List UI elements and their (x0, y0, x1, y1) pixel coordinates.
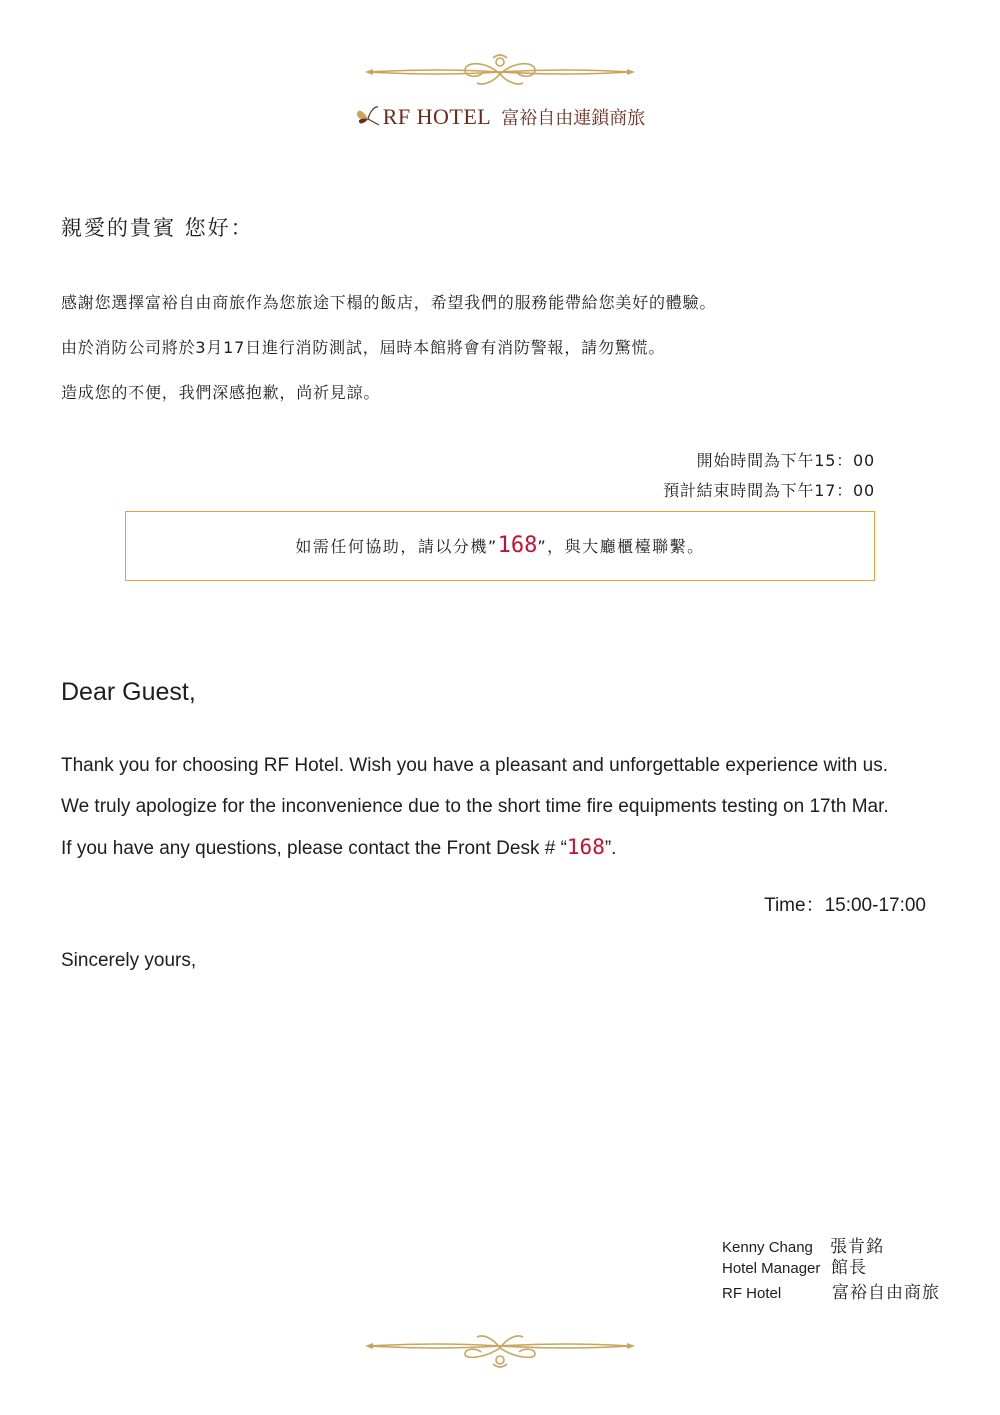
bottom-ornament-divider (365, 1330, 635, 1370)
hotel-brand (0, 104, 1000, 130)
zh-start-time: 開始時間為下午15：00 (696, 451, 875, 470)
manager-name-zh: 張肯銘 (830, 1237, 884, 1257)
extension-number: 168 (497, 533, 538, 558)
brand-name-en: RF HOTEL (382, 104, 492, 129)
brand-name-zh: 富裕自由連鎖商旅 (501, 108, 646, 129)
notice-text-before: 如需任何協助，請以分機” (295, 537, 498, 556)
hotel-name-zh: 富裕自由商旅 (832, 1283, 940, 1303)
en-contact-text-before: If you have any questions, please contact the Front Desk # “ (61, 838, 567, 859)
en-paragraph-apology: We truly apologize for the inconvenience due to the short time fire equipments testing on 17th Mar. (61, 796, 889, 817)
hotel-name-en: RF Hotel (722, 1285, 782, 1302)
signature-block (722, 1237, 940, 1304)
zh-paragraph-apology: 造成您的不便，我們深感抱歉，尚祈見諒。 (61, 383, 381, 402)
signature-name-row (722, 1237, 940, 1258)
signature-title-row (722, 1258, 940, 1279)
zh-greeting: 親愛的貴賓 您好： (61, 216, 254, 240)
en-paragraph-thanks: Thank you for choosing RF Hotel. Wish you have a pleasant and unforgettable experience with us. (61, 755, 888, 776)
closing-line: Sincerely yours, (61, 950, 197, 971)
signature-org-row (722, 1283, 940, 1304)
en-greeting: Dear Guest, (61, 678, 196, 706)
butterfly-icon (355, 105, 381, 129)
manager-name-en: Kenny Chang (722, 1239, 813, 1256)
en-contact-text-after: ”. (604, 838, 617, 859)
en-time-range: Time：15:00-17:00 (764, 895, 926, 916)
top-ornament-divider (365, 50, 635, 90)
manager-title-zh: 館長 (831, 1258, 867, 1278)
contact-notice-box (125, 511, 875, 581)
zh-paragraph-fire-test: 由於消防公司將於3月17日進行消防測試，屆時本館將會有消防警報，請勿驚慌。 (61, 338, 666, 357)
en-paragraph-contact (61, 835, 616, 860)
en-extension-number: 168 (566, 835, 605, 859)
zh-end-time: 預計結束時間為下午17：00 (663, 481, 875, 500)
zh-paragraph-thanks: 感謝您選擇富裕自由商旅作為您旅途下榻的飯店，希望我們的服務能帶給您美好的體驗。 (61, 293, 717, 312)
notice-text-after: ”，與大廳櫃檯聯繫。 (537, 537, 705, 556)
manager-title-en: Hotel Manager (722, 1260, 821, 1277)
